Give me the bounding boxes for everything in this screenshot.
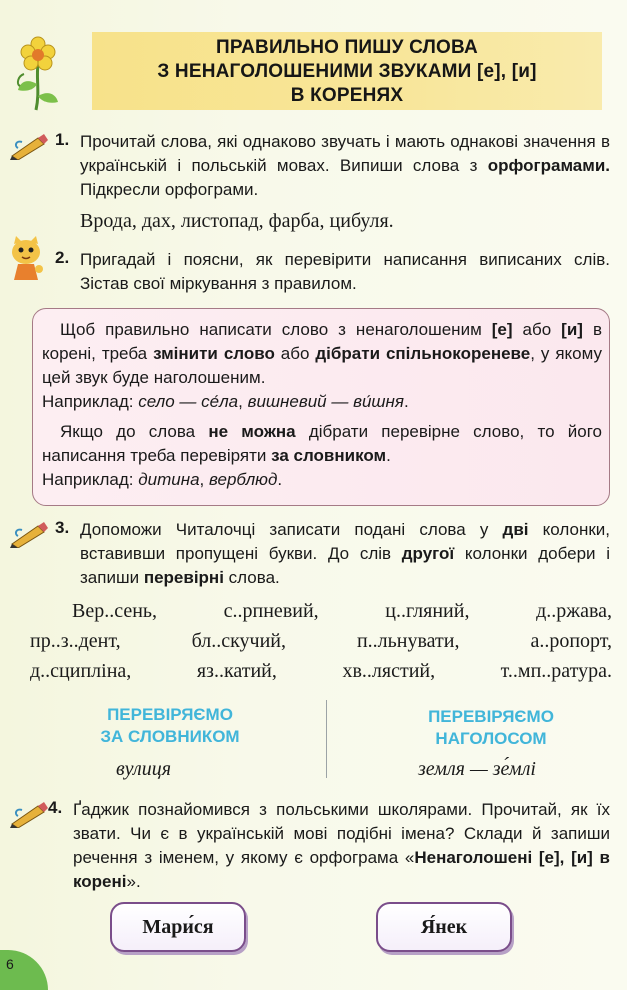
pencil-icon [8, 132, 50, 160]
task-1-words: Врода, дах, листопад, фарба, цибуля. [80, 210, 394, 232]
column-head-dictionary: ПЕРЕВІРЯЄМО ЗА СЛОВНИКОМ [100, 705, 240, 746]
task-3-text: Допоможи Читалочці записати подані слова у дві колонки, вставивши пропущені букви. До слів другої колонки добери і запиши перевірні слова. [80, 520, 611, 587]
column-example-dictionary: вулиця [116, 758, 172, 780]
rule-paragraph-2: Якщо до слова не можна дібрати перевірне слово, то його написання треба перевіряти за словником. Наприклад: дитина, верблюд. [42, 422, 602, 489]
title-line-3: В КОРЕНЯХ [290, 85, 404, 106]
page-number-tab [0, 950, 48, 990]
page-title [92, 36, 602, 108]
title-line-2: З НЕНАГОЛОШЕНИМИ ЗВУКАМИ [е], [и] [157, 61, 537, 82]
pencil-icon [8, 520, 50, 548]
cat-character-icon [6, 236, 46, 282]
task-3-words-line-3: д..сципліна, яз..катий, хв..лястий, т..мп..ратура. [30, 660, 612, 682]
title-line-1: ПРАВИЛЬНО ПИШУ СЛОВА [216, 37, 478, 58]
task-1-number: 1. [55, 130, 70, 149]
rule-paragraph-1: Щоб правильно написати слово з ненаголошеним [е] або [и] в корені, треба змінити слово або дібрати спільнокореневе, у якому цей звук буде наголошеним. Наприклад: село — се́ла, вишневий — ви́шня. [42, 320, 602, 411]
pencil-icon [8, 800, 50, 828]
task-1-text: Прочитай слова, які однаково звучать і мають однакові значення в українській і польській мовах. Випиши слова з орфограмами. Підкресли орфограми. [80, 132, 610, 199]
task-4-text: Ґаджик познайомився з польськими школярами. Прочитай, як їх звати. Чи є в українській мові подібні імена? Склади й запиши речення з іменем, у якому є орфограма «Ненаголошені [е], [и] в корені». [73, 800, 610, 891]
task-3-words-line-2: пр..з..дент, бл..скучий, п..льнувати, а..ропорт, [30, 630, 612, 652]
task-3-words-line-1: Вер..сень, с..рпневий, ц..гляний, д..ржава, [72, 600, 612, 622]
task-2-text: Пригадай і поясни, як перевірити написання виписаних слів. Зістав свої міркування з правилом. [80, 250, 610, 293]
column-example-stress: земля — зе́млі [418, 758, 536, 780]
page-number: 6 [6, 956, 14, 972]
task-4-number: 4. [48, 798, 63, 817]
flower-icon [12, 34, 64, 112]
column-head-stress: ПЕРЕВІРЯЄМО НАГОЛОСОМ [428, 707, 554, 748]
task-3-number: 3. [55, 518, 70, 537]
task-2-number: 2. [55, 248, 70, 267]
name-card-marysia: Мари́ся [110, 902, 246, 952]
column-divider [326, 700, 327, 778]
name-card-janek: Я́нек [376, 902, 512, 952]
